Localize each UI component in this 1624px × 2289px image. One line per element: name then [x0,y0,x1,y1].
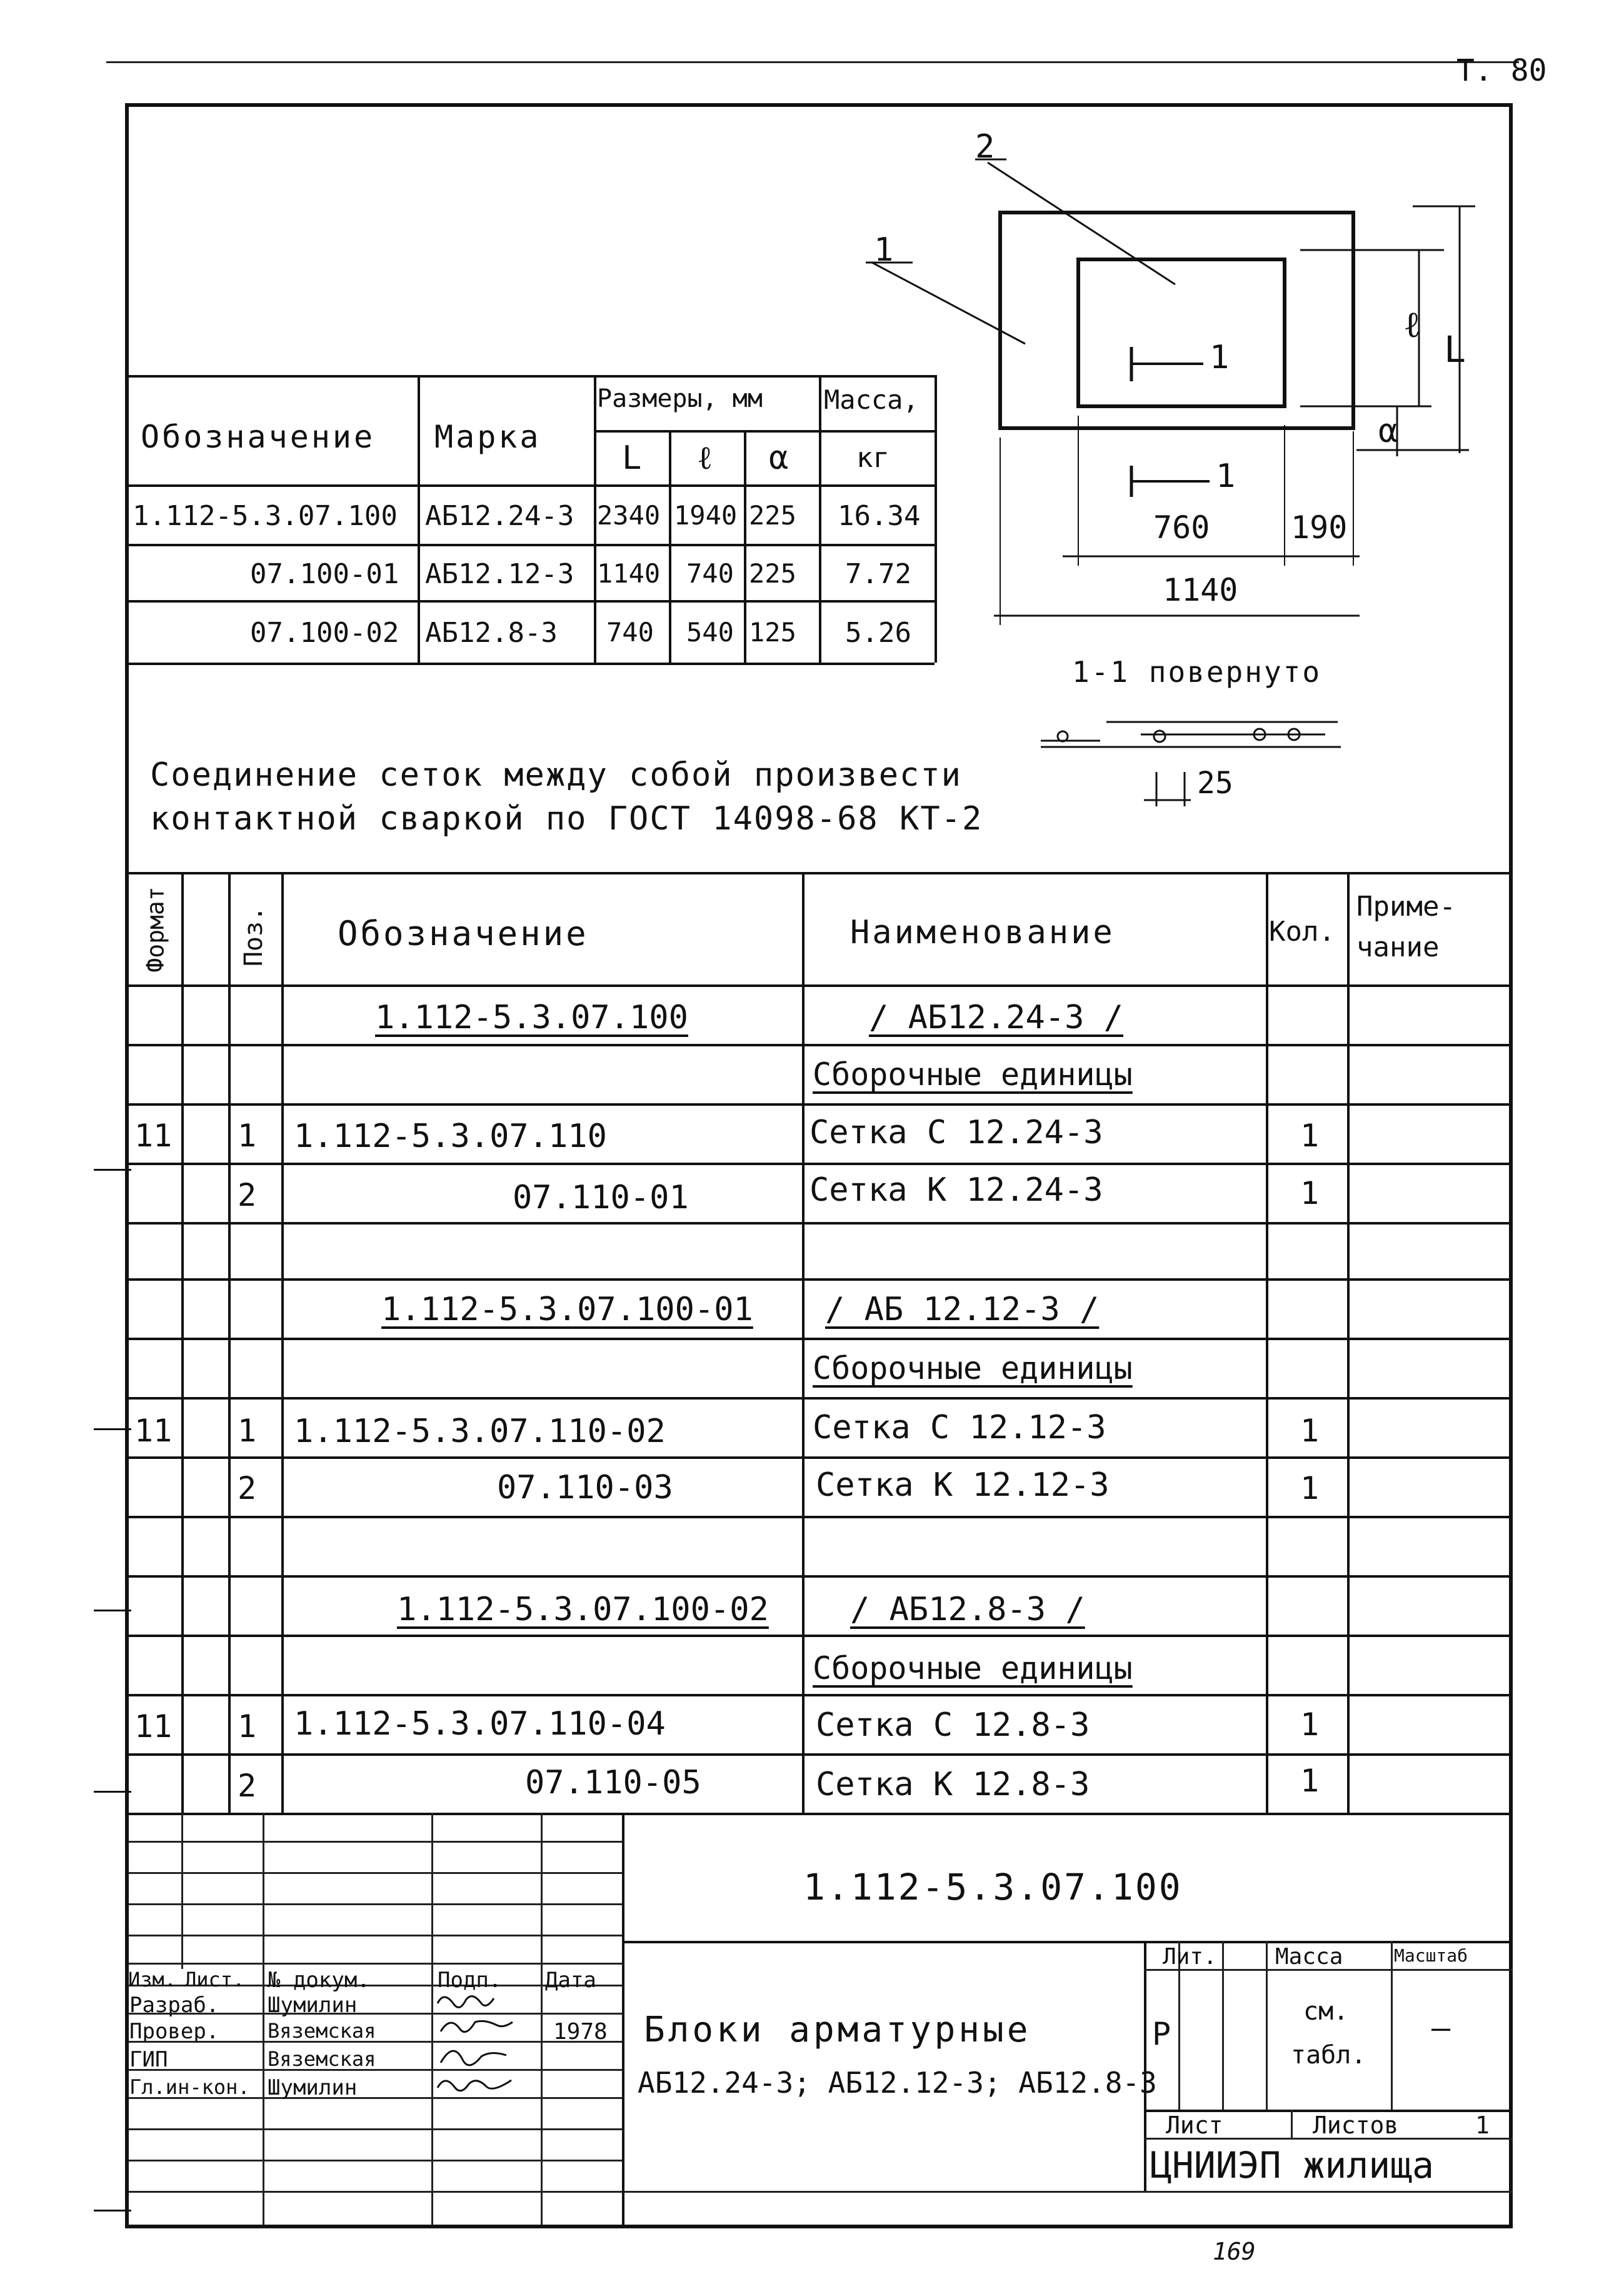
group1-row2-pos: 2 [238,1177,257,1213]
group1-row1-qty: 1 [1300,1118,1320,1154]
group1-row2-name: Сетка К 12.24-3 [809,1171,1103,1209]
sheet-label: Лист [1166,2111,1223,2139]
signature-checker [441,2021,513,2031]
group1-row2-qty: 1 [1300,1175,1320,1211]
row1-mark: АБ12.24-3 [425,500,574,532]
group1-row1-name: Сетка С 12.24-3 [809,1114,1103,1151]
group1-mark: / АБ12.24-3 / [869,999,1123,1036]
group2-row1-format: 11 [134,1413,173,1449]
header-note-line-1: Приме- [1356,891,1456,923]
dim-label-190: 190 [1291,509,1348,546]
row2-mass: 7.72 [845,558,911,590]
group2-row2-qty: 1 [1300,1470,1320,1506]
row2-L: 1140 [597,558,661,589]
row1-mass: 16.34 [838,500,921,532]
col-sign: Подп. [438,1968,502,1993]
row1-L: 2340 [597,500,661,531]
group2-row1-designation: 1.112-5.3.07.110-02 [294,1413,666,1450]
sub-header-a: α [769,439,789,477]
name-developer: Шумилин [268,1993,358,2018]
role-checker: Провер. [129,2019,219,2044]
mass-value-line-2: табл. [1291,2041,1366,2070]
group3-subtitle: Сборочные единицы [813,1650,1133,1686]
row1-l: 1940 [674,500,738,531]
col-date: Дата [545,1968,596,1993]
sub-header-l: ℓ [697,439,713,477]
section-mark-bottom-label: 1 [1216,458,1236,495]
header-name: Наименование [850,914,1115,951]
group3-mark: / АБ12.8-3 / [850,1591,1085,1628]
header-pos: Поз. [239,906,269,967]
callout-label-1: 1 [874,231,894,269]
sub-header-L: L [622,439,642,477]
lit-label: Лит. [1163,1944,1217,1970]
group1-subtitle: Сборочные единицы [813,1056,1133,1093]
group1-row1-designation: 1.112-5.3.07.110 [294,1118,607,1155]
group2-mark: / АБ 12.12-3 / [825,1291,1100,1328]
scale-label: Масштаб [1394,1945,1468,1966]
group2-row1-pos: 1 [238,1413,257,1449]
row3-l: 540 [686,617,734,648]
dim-label-l: ℓ [1403,303,1421,346]
group3-row1-designation: 1.112-5.3.07.110-04 [294,1705,666,1743]
mass-label: Масса [1275,1944,1343,1970]
row3-mark: АБ12.8-3 [425,617,558,649]
scale-value: — [1431,2010,1451,2046]
dim-label-25: 25 [1197,766,1233,801]
group2-row2-designation: 07.110-03 [497,1469,673,1506]
signature-gip [441,2051,506,2065]
role-gip: ГИП [129,2047,168,2072]
dim-label-760: 760 [1153,509,1210,546]
group2-row2-name: Сетка К 12.12-3 [816,1466,1110,1504]
sheets-label: Листов [1313,2111,1399,2139]
note-line-2: контактной сваркой по ГОСТ 14098-68 КТ-2 [150,800,983,838]
row3-a: 125 [749,617,796,648]
name-chief-inspector: Шумилин [268,2075,358,2100]
mass-value-line-1: см. [1303,1997,1349,2026]
group3-row1-qty: 1 [1300,1706,1320,1743]
col-designation-header: Обозначение [141,419,376,455]
name-gip: Вяземская [268,2047,376,2071]
header-note-line-2: чание [1356,931,1440,963]
header-qty: Кол. [1269,916,1335,948]
row1-designation: 1.112-5.3.07.100 [133,500,398,532]
group3-row1-name: Сетка С 12.8-3 [816,1706,1090,1744]
group1-row1-pos: 1 [238,1118,257,1154]
group3-row2-designation: 07.110-05 [525,1764,701,1801]
dim-label-a: α [1378,413,1398,450]
col-mass-unit: кг [856,442,890,474]
doc-code: 1.112-5.3.07.100 [803,1866,1183,1908]
group3-row2-qty: 1 [1300,1763,1320,1799]
header-format: Формат [141,886,169,973]
role-developer: Разраб. [129,1993,219,2018]
page-footnote: 169 [1213,2238,1256,2265]
row2-designation: 07.100-01 [250,558,399,590]
role-chief-inspector: Гл.ин-кон. [129,2075,250,2099]
name-checker: Вяземская [268,2019,376,2043]
dim-label-1140: 1140 [1163,572,1238,608]
row3-L: 740 [606,617,654,648]
row2-mark: АБ12.12-3 [425,558,574,590]
group1-row2-designation: 07.110-01 [513,1179,689,1216]
group1-designation: 1.112-5.3.07.100 [375,999,688,1036]
group2-row2-pos: 2 [238,1470,257,1506]
group3-row2-name: Сетка К 12.8-3 [816,1766,1090,1803]
group1-row1-format: 11 [134,1118,173,1154]
col-dimensions-header: Размеры, мм [597,384,763,413]
group3-row1-pos: 1 [238,1708,257,1745]
note-line-1: Соединение сеток между собой произвести [150,756,962,794]
section-caption: 1-1 повернуто [1072,655,1322,689]
row3-mass: 5.26 [845,617,911,649]
group2-designation: 1.112-5.3.07.100-01 [381,1291,753,1328]
group2-row1-name: Сетка С 12.12-3 [813,1409,1106,1446]
row2-a: 225 [749,558,796,589]
col-izm: Изм. [128,1968,177,1991]
organization: ЦНИИЭП жилища [1150,2144,1434,2186]
sheets-value: 1 [1475,2111,1490,2139]
drawing-title-line-1: Блоки арматурные [644,2010,1031,2050]
drawing-title-line-2: АБ12.24-3; АБ12.12-3; АБ12.8-3 [638,2066,1157,2100]
corner-mark: Т. 80 [1456,53,1547,88]
group2-subtitle: Сборочные единицы [813,1350,1133,1386]
group3-designation: 1.112-5.3.07.100-02 [397,1591,769,1628]
row1-a: 225 [749,500,796,531]
signature-chief-inspector [438,2080,511,2091]
callout-label-2: 2 [975,128,995,166]
group3-row2-pos: 2 [238,1768,257,1804]
signature-developer [438,1996,494,2008]
dim-label-L: L [1444,328,1466,371]
row2-l: 740 [686,558,734,589]
header-designation: Обозначение [338,914,589,953]
section-mark-top-label: 1 [1210,339,1230,376]
date-checker: 1978 [553,2019,608,2045]
group2-row1-qty: 1 [1300,1413,1320,1449]
group3-row1-format: 11 [134,1708,173,1745]
col-mass-header: Масса, [824,384,919,415]
lit-value: Р [1152,2016,1171,2052]
col-list: Лист. [184,1968,245,1991]
col-mark-header: Марка [434,419,541,455]
row3-designation: 07.100-02 [250,617,399,649]
col-doc-no: № докум. [268,1968,370,1993]
